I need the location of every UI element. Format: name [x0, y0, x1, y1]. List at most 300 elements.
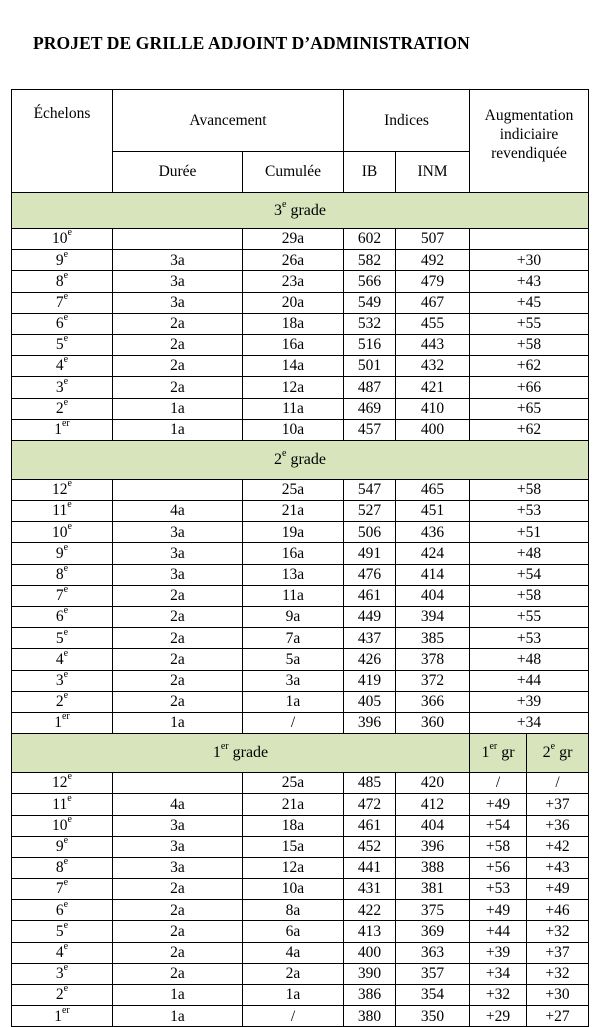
inm-cell: 404 — [396, 585, 470, 606]
augmentation-cell: +54 — [470, 564, 589, 585]
grade-label-number: 3 — [274, 201, 283, 219]
inm-cell: 421 — [396, 377, 470, 398]
ib-cell: 476 — [344, 564, 396, 585]
echelon-cell — [12, 334, 113, 355]
augmentation-cell: +58 — [470, 585, 589, 606]
echelon-number: 10 — [52, 816, 68, 834]
inm-cell: 357 — [396, 963, 470, 984]
augmentation-2e-gr-cell: +30 — [527, 985, 589, 1006]
echelon-number: 9 — [55, 544, 64, 562]
echelon-cell — [12, 271, 113, 292]
cumulee-cell: 1a — [243, 985, 344, 1006]
echelon-ordinal: e — [63, 857, 69, 868]
echelon-number: 6 — [55, 901, 64, 919]
inm-cell: 375 — [396, 900, 470, 921]
echelon-cell — [12, 585, 113, 606]
echelon-number: 7 — [55, 587, 64, 605]
echelon-ordinal: e — [63, 899, 69, 910]
duree-cell: 2a — [113, 900, 243, 921]
augmentation-cell: +65 — [470, 398, 589, 419]
echelon-cell — [12, 419, 113, 440]
table-row — [12, 963, 589, 984]
augmentation-sub-header-1 — [470, 734, 527, 773]
augmentation-cell: +55 — [470, 607, 589, 628]
ib-cell: 485 — [344, 773, 396, 794]
augmentation-cell: +58 — [470, 334, 589, 355]
augmentation-2e-gr-cell: +32 — [527, 963, 589, 984]
ib-cell: 472 — [344, 794, 396, 815]
ib-cell: 457 — [344, 419, 396, 440]
header-cumulee: Cumulée — [243, 152, 344, 193]
echelon-number: 2 — [55, 399, 64, 417]
echelon-number: 6 — [55, 608, 64, 626]
inm-cell: 436 — [396, 522, 470, 543]
duree-cell: 4a — [113, 794, 243, 815]
grade-label-text: gr — [555, 744, 573, 762]
inm-cell: 492 — [396, 250, 470, 271]
ib-cell: 441 — [344, 857, 396, 878]
augmentation-1er-gr-cell: +56 — [470, 857, 527, 878]
table-row — [12, 670, 589, 691]
page-title: PROJET DE GRILLE ADJOINT D’ADMINISTRATION — [33, 33, 470, 53]
echelon-number: 12 — [52, 481, 68, 499]
cumulee-cell: 6a — [243, 921, 344, 942]
augmentation-1er-gr-cell: +49 — [470, 794, 527, 815]
echelon-ordinal: e — [63, 963, 69, 974]
echelon-ordinal: e — [67, 228, 72, 239]
augmentation-cell: +53 — [470, 628, 589, 649]
echelon-cell — [12, 815, 113, 836]
duree-cell: 3a — [113, 271, 243, 292]
inm-cell: 360 — [396, 712, 470, 733]
header-augmentation — [470, 90, 589, 193]
echelon-number: 3 — [55, 965, 64, 983]
augmentation-cell: +30 — [470, 250, 589, 271]
echelon-number: 11 — [52, 795, 68, 813]
echelon-ordinal: e — [67, 521, 72, 532]
salary-grid-table — [11, 89, 589, 1027]
echelon-cell — [12, 292, 113, 313]
cumulee-cell: 2a — [243, 963, 344, 984]
table-row — [12, 836, 589, 857]
ib-cell: 566 — [344, 271, 396, 292]
table-row — [12, 398, 589, 419]
duree-cell: 2a — [113, 585, 243, 606]
inm-cell: 412 — [396, 794, 470, 815]
echelon-ordinal: e — [63, 292, 69, 302]
echelon-ordinal: e — [63, 270, 69, 281]
augmentation-cell — [470, 229, 589, 250]
ib-cell: 532 — [344, 313, 396, 334]
echelon-number: 9 — [55, 251, 64, 269]
echelon-cell — [12, 794, 113, 815]
echelon-ordinal: e — [63, 542, 69, 553]
header-inm: INM — [396, 152, 470, 193]
echelon-ordinal: e — [63, 627, 69, 638]
augmentation-cell: +62 — [470, 419, 589, 440]
echelon-cell — [12, 773, 113, 794]
table-row — [12, 691, 589, 712]
ib-cell: 426 — [344, 649, 396, 670]
duree-cell — [113, 773, 243, 794]
ib-cell: 469 — [344, 398, 396, 419]
table-row — [12, 628, 589, 649]
echelon-number: 3 — [55, 671, 64, 689]
echelon-ordinal: e — [67, 479, 72, 490]
header-duree: Durée — [113, 152, 243, 193]
echelon-ordinal: e — [63, 376, 69, 387]
inm-cell: 465 — [396, 479, 470, 500]
grade-header-row — [12, 193, 589, 229]
echelon-number: 1 — [54, 421, 62, 439]
augmentation-cell: +48 — [470, 649, 589, 670]
cumulee-cell: 11a — [243, 398, 344, 419]
echelon-cell — [12, 229, 113, 250]
grade-label-ordinal: e — [282, 447, 287, 459]
echelon-ordinal: e — [63, 691, 69, 702]
duree-cell: 3a — [113, 522, 243, 543]
echelon-ordinal: e — [67, 772, 72, 783]
cumulee-cell: 21a — [243, 794, 344, 815]
augmentation-2e-gr-cell: +46 — [527, 900, 589, 921]
table-row — [12, 773, 589, 794]
grade-label-text: grade — [228, 744, 269, 762]
augmentation-cell: +45 — [470, 292, 589, 313]
inm-cell: 455 — [396, 313, 470, 334]
augmentation-1er-gr-cell: +58 — [470, 836, 527, 857]
duree-cell: 3a — [113, 857, 243, 878]
echelon-number: 2 — [55, 693, 64, 711]
duree-cell: 2a — [113, 356, 243, 377]
cumulee-cell: 13a — [243, 564, 344, 585]
duree-cell: 4a — [113, 501, 243, 522]
inm-cell: 354 — [396, 985, 470, 1006]
cumulee-cell: 21a — [243, 501, 344, 522]
echelon-cell — [12, 628, 113, 649]
echelon-cell — [12, 250, 113, 271]
table-row — [12, 334, 589, 355]
augmentation-cell: +58 — [470, 479, 589, 500]
cumulee-cell: 4a — [243, 942, 344, 963]
header-augmentation-line: Augmentation — [484, 107, 574, 124]
augmentation-cell: +48 — [470, 543, 589, 564]
echelon-ordinal: e — [63, 942, 69, 952]
echelon-number: 7 — [55, 293, 64, 311]
echelon-cell — [12, 377, 113, 398]
duree-cell: 1a — [113, 419, 243, 440]
grade-label-text: gr — [497, 744, 515, 762]
ib-cell: 400 — [344, 942, 396, 963]
echelon-ordinal: e — [63, 355, 69, 366]
table-row — [12, 479, 589, 500]
echelon-ordinal: e — [63, 670, 69, 680]
ib-cell: 413 — [344, 921, 396, 942]
grade-label-number: 1 — [212, 744, 221, 762]
header-indices: Indices — [344, 90, 470, 152]
table-row — [12, 522, 589, 543]
cumulee-cell: 11a — [243, 585, 344, 606]
header-avancement: Avancement — [113, 90, 344, 152]
inm-cell: 396 — [396, 836, 470, 857]
inm-cell: 378 — [396, 649, 470, 670]
duree-cell: 2a — [113, 377, 243, 398]
echelon-number: 4 — [55, 357, 64, 375]
augmentation-1er-gr-cell: +32 — [470, 985, 527, 1006]
ib-cell: 547 — [344, 479, 396, 500]
echelon-ordinal: e — [63, 920, 69, 931]
ib-cell: 461 — [344, 585, 396, 606]
cumulee-cell: 12a — [243, 377, 344, 398]
table-row — [12, 564, 589, 585]
echelon-number: 8 — [55, 565, 64, 583]
inm-cell: 432 — [396, 356, 470, 377]
header-augmentation-line: indiciaire — [499, 126, 559, 143]
duree-cell: 3a — [113, 836, 243, 857]
cumulee-cell: 18a — [243, 313, 344, 334]
echelon-number: 3 — [55, 378, 64, 396]
echelon-ordinal: e — [63, 334, 69, 345]
duree-cell: 3a — [113, 815, 243, 836]
grade-header-row — [12, 440, 589, 479]
echelon-number: 8 — [55, 859, 64, 877]
augmentation-cell: +34 — [470, 712, 589, 733]
grade-label-text: grade — [286, 201, 326, 219]
inm-cell: 388 — [396, 857, 470, 878]
duree-cell: 3a — [113, 564, 243, 585]
echelon-cell — [12, 857, 113, 878]
ib-cell: 506 — [344, 522, 396, 543]
augmentation-cell: +43 — [470, 271, 589, 292]
echelon-cell — [12, 564, 113, 585]
ib-cell: 491 — [344, 543, 396, 564]
echelon-cell — [12, 836, 113, 857]
augmentation-cell: +62 — [470, 356, 589, 377]
augmentation-2e-gr-cell: / — [527, 773, 589, 794]
inm-cell: 363 — [396, 942, 470, 963]
cumulee-cell: 25a — [243, 773, 344, 794]
augmentation-1er-gr-cell: +44 — [470, 921, 527, 942]
cumulee-cell: 14a — [243, 356, 344, 377]
echelon-number: 12 — [52, 774, 68, 792]
table-row — [12, 229, 589, 250]
table-row — [12, 292, 589, 313]
augmentation-cell: +66 — [470, 377, 589, 398]
cumulee-cell: 1a — [243, 691, 344, 712]
table-row — [12, 377, 589, 398]
inm-cell: 350 — [396, 1006, 470, 1027]
echelon-number: 8 — [55, 272, 64, 290]
echelon-number: 9 — [55, 838, 64, 856]
augmentation-1er-gr-cell: +39 — [470, 942, 527, 963]
grade-label — [12, 440, 589, 479]
duree-cell: 1a — [113, 985, 243, 1006]
ib-cell: 487 — [344, 377, 396, 398]
inm-cell: 404 — [396, 815, 470, 836]
header-ib: IB — [344, 152, 396, 193]
echelon-number: 5 — [55, 629, 64, 647]
duree-cell: 1a — [113, 712, 243, 733]
duree-cell: 2a — [113, 921, 243, 942]
augmentation-cell: +44 — [470, 670, 589, 691]
ib-cell: 582 — [344, 250, 396, 271]
augmentation-2e-gr-cell: +27 — [527, 1006, 589, 1027]
inm-cell: 366 — [396, 691, 470, 712]
echelon-cell — [12, 879, 113, 900]
echelon-cell — [12, 900, 113, 921]
inm-cell: 420 — [396, 773, 470, 794]
table-row — [12, 271, 589, 292]
grade-label-ordinal: er — [220, 741, 229, 753]
table-row — [12, 712, 589, 733]
echelon-number: 10 — [52, 523, 68, 541]
duree-cell: 2a — [113, 607, 243, 628]
table-row — [12, 942, 589, 963]
duree-cell: 1a — [113, 398, 243, 419]
ib-cell: 386 — [344, 985, 396, 1006]
table-row — [12, 250, 589, 271]
echelon-ordinal: e — [63, 984, 69, 995]
table-row — [12, 585, 589, 606]
augmentation-1er-gr-cell: +29 — [470, 1006, 527, 1027]
echelon-cell — [12, 522, 113, 543]
inm-cell: 479 — [396, 271, 470, 292]
echelon-number: 7 — [55, 880, 64, 898]
duree-cell: 1a — [113, 1006, 243, 1027]
duree-cell: 2a — [113, 334, 243, 355]
table-row — [12, 815, 589, 836]
header-echelons: Échelons — [12, 90, 113, 193]
augmentation-2e-gr-cell: +37 — [527, 942, 589, 963]
cumulee-cell: / — [243, 1006, 344, 1027]
cumulee-cell: 29a — [243, 229, 344, 250]
cumulee-cell: 18a — [243, 815, 344, 836]
echelon-ordinal: e — [63, 836, 69, 847]
table-row — [12, 649, 589, 670]
echelon-cell — [12, 691, 113, 712]
echelon-number: 6 — [55, 315, 64, 333]
ib-cell: 527 — [344, 501, 396, 522]
echelon-ordinal: e — [63, 648, 69, 659]
grade-label-number: 2 — [542, 744, 551, 762]
table-row — [12, 419, 589, 440]
augmentation-cell: +55 — [470, 313, 589, 334]
echelon-ordinal: e — [67, 793, 72, 804]
ib-cell: 419 — [344, 670, 396, 691]
cumulee-cell: 8a — [243, 900, 344, 921]
augmentation-sub-header-2 — [527, 734, 589, 773]
grade-label-ordinal: e — [550, 741, 556, 753]
ib-cell: 549 — [344, 292, 396, 313]
echelon-cell — [12, 963, 113, 984]
echelon-ordinal: e — [63, 606, 69, 617]
augmentation-1er-gr-cell: +53 — [470, 879, 527, 900]
echelon-ordinal: e — [63, 878, 69, 889]
echelon-number: 5 — [55, 336, 64, 354]
echelon-ordinal: e — [63, 585, 69, 596]
augmentation-2e-gr-cell: +42 — [527, 836, 589, 857]
augmentation-2e-gr-cell: +49 — [527, 879, 589, 900]
cumulee-cell: 23a — [243, 271, 344, 292]
table-row — [12, 900, 589, 921]
cumulee-cell: 9a — [243, 607, 344, 628]
echelon-cell — [12, 670, 113, 691]
ib-cell: 501 — [344, 356, 396, 377]
echelon-cell — [12, 921, 113, 942]
table-row — [12, 356, 589, 377]
cumulee-cell: / — [243, 712, 344, 733]
augmentation-2e-gr-cell: +36 — [527, 815, 589, 836]
augmentation-1er-gr-cell: +34 — [470, 963, 527, 984]
grade-label-text: grade — [286, 450, 326, 468]
duree-cell — [113, 479, 243, 500]
echelon-ordinal: e — [67, 500, 72, 511]
cumulee-cell: 12a — [243, 857, 344, 878]
duree-cell — [113, 229, 243, 250]
ib-cell: 390 — [344, 963, 396, 984]
grade-label-ordinal: e — [282, 198, 287, 210]
header-augmentation-line: revendiquée — [491, 145, 567, 162]
ib-cell: 422 — [344, 900, 396, 921]
duree-cell: 2a — [113, 313, 243, 334]
augmentation-cell: +51 — [470, 522, 589, 543]
echelon-ordinal: er — [61, 712, 70, 723]
augmentation-1er-gr-cell: +54 — [470, 815, 527, 836]
augmentation-2e-gr-cell: +32 — [527, 921, 589, 942]
echelon-cell — [12, 985, 113, 1006]
ib-cell: 602 — [344, 229, 396, 250]
echelon-number: 4 — [55, 943, 64, 961]
table-row — [12, 501, 589, 522]
echelon-ordinal: e — [63, 249, 69, 260]
inm-cell: 385 — [396, 628, 470, 649]
table-row — [12, 857, 589, 878]
duree-cell: 2a — [113, 879, 243, 900]
ib-cell: 431 — [344, 879, 396, 900]
echelon-ordinal: e — [63, 313, 69, 324]
cumulee-cell: 10a — [243, 879, 344, 900]
grade-header-row — [12, 734, 589, 773]
echelon-cell — [12, 712, 113, 733]
inm-cell: 467 — [396, 292, 470, 313]
augmentation-2e-gr-cell: +37 — [527, 794, 589, 815]
cumulee-cell: 3a — [243, 670, 344, 691]
echelon-ordinal: e — [63, 398, 69, 408]
table-row — [12, 543, 589, 564]
inm-cell: 410 — [396, 398, 470, 419]
inm-cell: 451 — [396, 501, 470, 522]
grade-label — [12, 734, 470, 773]
ib-cell: 449 — [344, 607, 396, 628]
augmentation-1er-gr-cell: +49 — [470, 900, 527, 921]
echelon-number: 5 — [55, 922, 64, 940]
ib-cell: 396 — [344, 712, 396, 733]
echelon-cell — [12, 543, 113, 564]
echelon-ordinal: er — [61, 419, 70, 430]
cumulee-cell: 16a — [243, 334, 344, 355]
duree-cell: 3a — [113, 543, 243, 564]
table-row — [12, 607, 589, 628]
inm-cell: 394 — [396, 607, 470, 628]
inm-cell: 372 — [396, 670, 470, 691]
echelon-cell — [12, 398, 113, 419]
cumulee-cell: 19a — [243, 522, 344, 543]
augmentation-2e-gr-cell: +43 — [527, 857, 589, 878]
grade-label-ordinal: er — [489, 741, 498, 753]
inm-cell: 369 — [396, 921, 470, 942]
inm-cell: 381 — [396, 879, 470, 900]
cumulee-cell: 10a — [243, 419, 344, 440]
cumulee-cell: 7a — [243, 628, 344, 649]
